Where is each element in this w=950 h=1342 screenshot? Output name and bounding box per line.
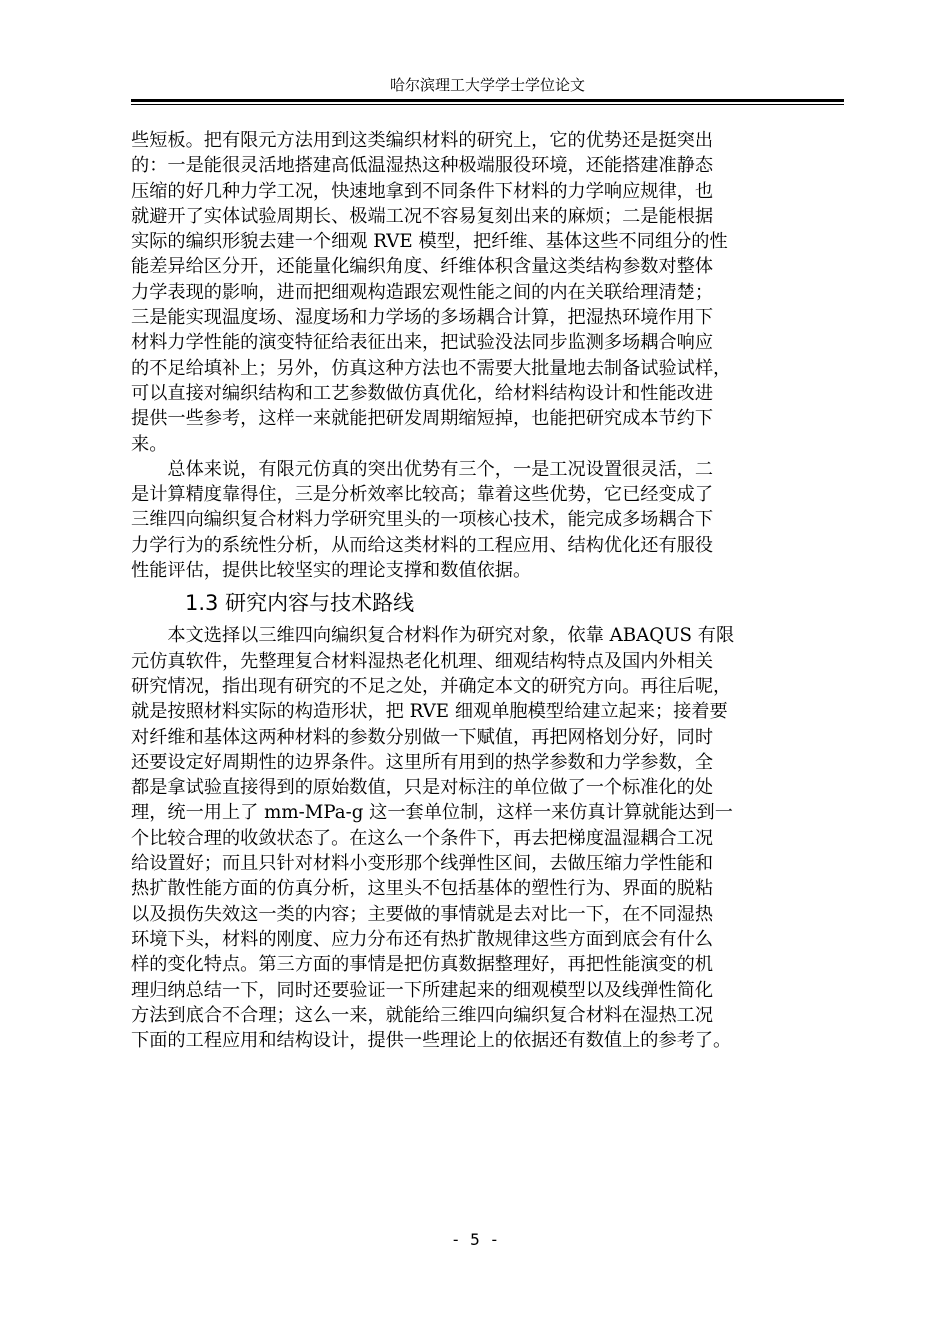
text-line: 本文选择以三维四向编织复合材料作为研究对象，依靠 ABAQUS 有限	[131, 625, 735, 647]
text-line: 力学表现的影响，进而把细观构造跟宏观性能之间的内在关联给理清楚；	[131, 281, 714, 303]
text-line: 理，统一用上了 mm-MPa-g 这一套单位制，这样一来仿真计算就能达到一	[131, 802, 733, 824]
text-line: 环境下头，材料的刚度、应力分布还有热扩散规律这些方面到底会有什么	[131, 928, 714, 950]
text-line: 下面的工程应用和结构设计，提供一些理论上的依据还有数值上的参考了。	[131, 1030, 732, 1052]
paragraph-fem-summary	[131, 457, 844, 583]
header-rule-thick	[131, 99, 844, 102]
text-line: 就避开了实体试验周期长、极端工况不容易复刻出来的麻烦；二是能根据	[131, 205, 714, 227]
paragraph-research-content	[131, 623, 844, 1053]
text-line: 元仿真软件，先整理复合材料湿热老化机理、细观结构特点及国内外相关	[131, 650, 714, 672]
text-line: 实际的编织形貌去建一个细观 RVE 模型，把纤维、基体这些不同组分的性	[131, 231, 728, 253]
text-line: 些短板。把有限元方法用到这类编织材料的研究上，它的优势还是挺突出	[131, 130, 714, 151]
text-line: 理归纳总结一下，同时还要验证一下所建起来的细观模型以及线弹性简化	[131, 979, 714, 1001]
paragraph-fem-advantages-detail	[131, 128, 844, 457]
text-line: 给设置好；而且只针对材料小变形那个线弹性区间，去做压缩力学性能和	[131, 853, 714, 875]
text-line: 材料力学性能的演变特征给表征出来，把试验没法同步监测多场耦合响应	[131, 332, 714, 354]
text-line: 个比较合理的收敛状态了。在这么一个条件下，再去把梯度温湿耦合工况	[131, 827, 714, 849]
text-line: 的不足给填补上；另外，仿真这种方法也不需要大批量地去制备试验试样，	[131, 357, 732, 379]
text-line: 以及损伤失效这一类的内容；主要做的事情就是去对比一下，在不同湿热	[131, 903, 714, 925]
text-line: 总体来说，有限元仿真的突出优势有三个，一是工况设置很灵活，二	[131, 458, 714, 480]
text-line: 研究情况，指出现有研究的不足之处，并确定本文的研究方向。再往后呢，	[131, 675, 732, 697]
text-line: 能差异给区分开，还能量化编织角度、纤维体积含量这类结构参数对整体	[131, 256, 714, 278]
text-line: 都是拿试验直接得到的原始数值，只是对标注的单位做了一个标准化的处	[131, 777, 714, 799]
section-heading: 1.3 研究内容与技术路线	[185, 591, 415, 616]
text-line: 三是能实现温度场、湿度场和力学场的多场耦合计算，把湿热环境作用下	[131, 307, 714, 329]
text-line: 就是按照材料实际的构造形状，把 RVE 细观单胞模型给建立起来；接着要	[131, 701, 728, 723]
text-line: 是计算精度靠得住，三是分析效率比较高；靠着这些优势，它已经变成了	[131, 484, 714, 506]
text-line: 可以直接对编织结构和工艺参数做仿真优化，给材料结构设计和性能改进	[131, 382, 714, 404]
text-line: 性能评估，提供比较坚实的理论支撑和数值依据。	[131, 560, 532, 582]
text-line: 方法到底合不合理；这么一来，就能给三维四向编织复合材料在湿热工况	[131, 1004, 714, 1026]
text-line: 三维四向编织复合材料力学研究里头的一项核心技术，能完成多场耦合下	[131, 509, 714, 531]
page-number: - 5 -	[450, 1230, 500, 1249]
header-rule-thin	[131, 104, 844, 105]
text-line: 力学行为的系统性分析，从而给这类材料的工程应用、结构优化还有服役	[131, 534, 714, 556]
text-line: 提供一些参考，这样一来就能把研发周期缩短掉，也能把研究成本节约下	[131, 408, 714, 430]
text-line: 对纤维和基体这两种材料的参数分别做一下赋值，再把网格划分好，同时	[131, 726, 714, 748]
text-line: 样的变化特点。第三方面的事情是把仿真数据整理好，再把性能演变的机	[131, 954, 714, 976]
text-line: 还要设定好周期性的边界条件。这里所有用到的热学参数和力学参数，全	[131, 751, 714, 773]
text-line: 热扩散性能方面的仿真分析，这里头不包括基体的塑性行为、界面的脱粘	[131, 878, 714, 900]
body-text	[131, 128, 844, 1053]
text-line: 的：一是能很灵活地搭建高低温湿热这种极端服役环境，还能搭建准静态	[131, 155, 714, 177]
running-header: 哈尔滨理工大学学士学位论文	[389, 76, 585, 94]
text-line: 压缩的好几种力学工况，快速地拿到不同条件下材料的力学响应规律，也	[131, 180, 714, 202]
text-line: 来。	[131, 433, 168, 455]
